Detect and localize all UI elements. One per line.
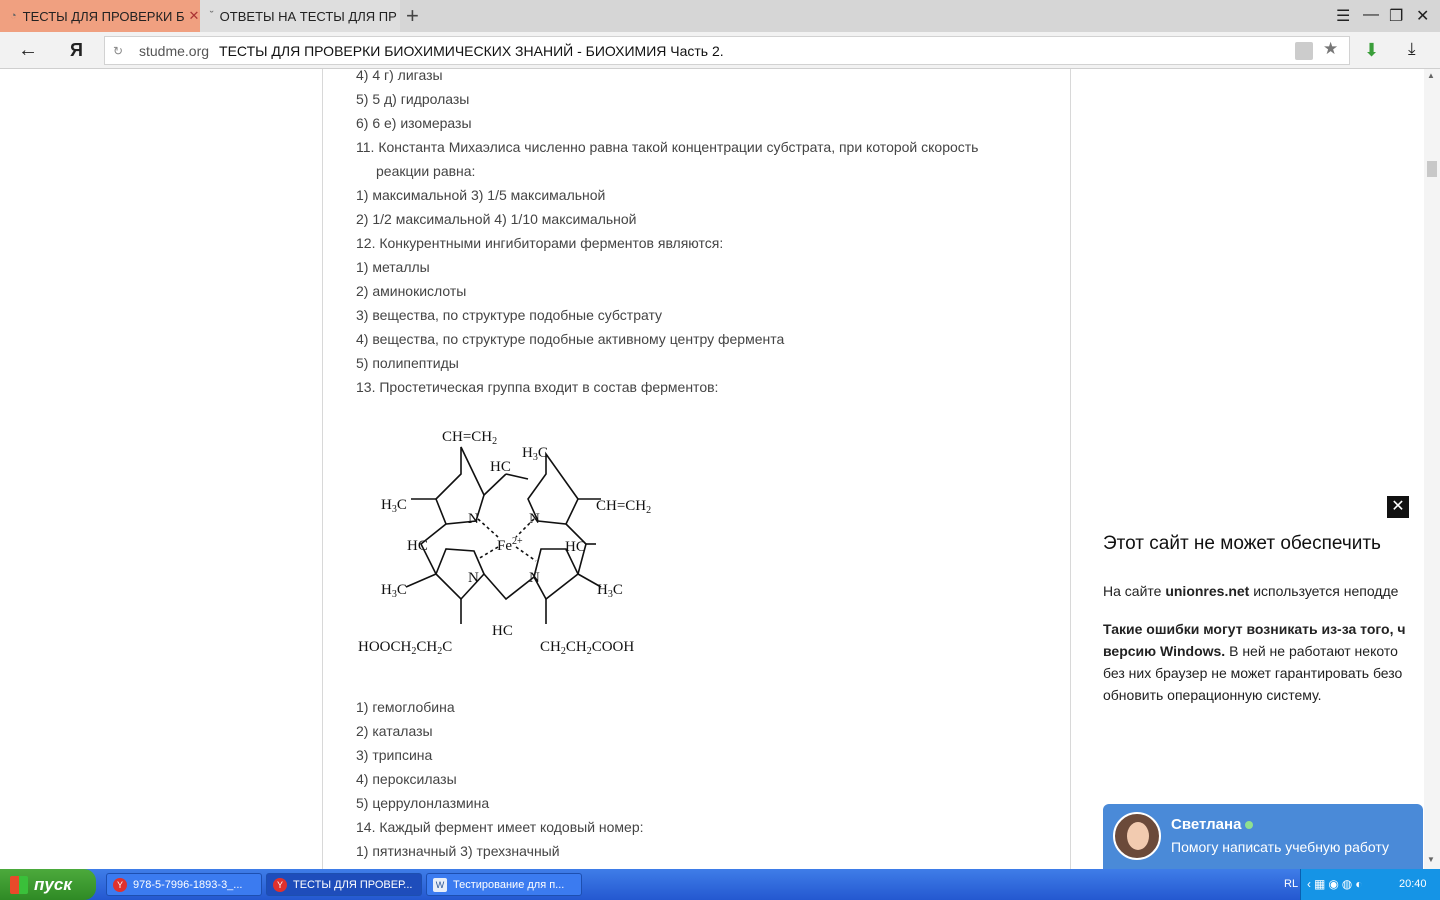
yandex-logo[interactable]: Я <box>70 40 83 60</box>
close-tab-icon[interactable]: ✕ <box>188 8 200 23</box>
heme-label: $CH=CH_2$ <box>596 498 652 516</box>
answer-line: 2) каталазы <box>356 723 433 739</box>
notice-host: unionres.net <box>1165 583 1250 599</box>
heme-label: $HOOCH_2CH_2C$ <box>358 639 453 657</box>
restore-icon[interactable]: ❐ <box>1389 8 1404 25</box>
answer-line: 2) 1/2 максимальной 4) 1/10 максимальной <box>356 211 637 227</box>
page-content <box>0 69 1424 869</box>
yandex-browser-icon: Y <box>113 878 127 892</box>
address-host: studme.org <box>139 42 210 59</box>
answer-line: 5) полипептиды <box>356 355 459 371</box>
answer-line: 3) трипсина <box>356 747 433 763</box>
heme-label: $CH_2CH_2COOH$ <box>540 639 635 657</box>
extension-icon[interactable]: ⬇ <box>1364 40 1380 60</box>
notice-text-line: обновить операционную систему. <box>1103 687 1322 703</box>
answer-line: 1) гемоглобина <box>356 699 455 715</box>
avatar <box>1113 812 1161 860</box>
question-13: 13. Простетическая группа входит в состав ферментов: <box>356 379 719 395</box>
chat-widget[interactable] <box>1103 804 1423 870</box>
new-tab-button[interactable]: + <box>406 3 419 28</box>
back-arrow-icon[interactable]: ← <box>18 39 38 61</box>
taskbar-item-label: Тестирование для п... <box>453 878 565 891</box>
system-tray <box>1300 869 1440 900</box>
taskbar-item[interactable] <box>266 873 422 896</box>
notice-bold: Такие ошибки могут возникать из-за того, ч <box>1103 621 1406 637</box>
chat-subtitle: Помогу написать учебную работу <box>1171 839 1389 855</box>
chat-agent-name-text: Светлана <box>1171 816 1242 833</box>
notice-text-suffix: используется неподде <box>1249 583 1399 599</box>
answer-line: 4) 4 г) лигазы <box>356 67 443 83</box>
heme-label: N <box>529 511 540 527</box>
answer-line: 4) пероксилазы <box>356 771 457 787</box>
tab-label: ОТВЕТЫ НА ТЕСТЫ ДЛЯ ПР <box>219 8 397 24</box>
tab-answers[interactable] <box>200 0 400 32</box>
taskbar-item[interactable] <box>106 873 262 896</box>
connection-error-notice <box>1089 489 1424 703</box>
taskbar-item[interactable] <box>426 873 582 896</box>
reload-icon[interactable]: ↻ <box>113 43 124 58</box>
scroll-up-icon[interactable]: ▲ <box>1427 71 1435 80</box>
answer-line: 1) пятизначный 3) трехзначный <box>356 843 560 859</box>
windows-logo-icon <box>10 876 28 894</box>
start-button[interactable] <box>0 869 96 900</box>
answer-line: 4) вещества, по структуре подобные активному центру фермента <box>356 331 785 347</box>
minimize-icon[interactable]: — <box>1363 6 1379 23</box>
heme-label: N <box>468 570 479 586</box>
notice-text-rest: В ней не работают некото <box>1225 643 1398 659</box>
taskbar-item-label: 978-5-7996-1893-3_... <box>133 878 243 891</box>
close-window-icon[interactable]: ✕ <box>1416 8 1430 25</box>
heme-label: N <box>529 570 540 586</box>
notice-bold: версию Windows. <box>1103 643 1226 659</box>
answer-line: 5) 5 д) гидролазы <box>356 91 470 107</box>
taskbar-item-label: ТЕСТЫ ДЛЯ ПРОВЕР... <box>293 878 413 891</box>
heme-label: HC <box>490 459 511 475</box>
close-notice-button[interactable]: ✕ <box>1387 496 1409 518</box>
tab-tests-biochem[interactable] <box>0 0 200 32</box>
question-11-cont: реакции равна: <box>376 163 476 179</box>
answer-line: 5) церрулонлазмина <box>356 795 490 811</box>
answer-line: 1) металлы <box>356 259 430 275</box>
address-input[interactable] <box>104 36 1350 65</box>
column-divider <box>1070 69 1071 869</box>
heme-structure-image <box>356 419 686 669</box>
online-status-icon <box>1245 821 1253 829</box>
tab-bar <box>0 0 1440 32</box>
heme-label: HC <box>565 539 586 555</box>
scroll-down-icon[interactable]: ▼ <box>1427 855 1435 864</box>
notice-text <box>1103 583 1398 599</box>
heme-label: N <box>468 511 479 527</box>
start-label: пуск <box>34 874 72 894</box>
notice-explanation <box>1103 618 1405 706</box>
protect-icon[interactable] <box>1295 42 1313 60</box>
column-divider <box>322 69 323 869</box>
clock: 20:40 <box>1399 878 1427 890</box>
answer-line: 2) аминокислоты <box>356 283 467 299</box>
tab-label: ТЕСТЫ ДЛЯ ПРОВЕРКИ Б <box>22 8 185 24</box>
tray-icons[interactable]: ‹▦◉◍◐ <box>1307 877 1366 891</box>
notice-text-prefix: На сайте <box>1103 583 1166 599</box>
language-indicator[interactable]: RL <box>1284 878 1299 890</box>
question-14: 14. Каждый фермент имеет кодовый номер: <box>356 819 644 835</box>
page-scrollbar[interactable] <box>1424 69 1440 869</box>
site-favicon-icon: ˘ <box>210 10 214 22</box>
yandex-browser-icon: Y <box>273 878 287 892</box>
chat-agent-name <box>1171 816 1253 833</box>
answer-line: 1) максимальной 3) 1/5 максимальной <box>356 187 606 203</box>
download-icon[interactable]: ⤓ <box>1408 39 1416 58</box>
heme-label: $H_3C$ <box>381 497 407 515</box>
heme-label: $Fe^{2+}$ <box>497 536 523 554</box>
notice-title: Этот сайт не может обеспечить <box>1103 533 1381 554</box>
notice-text-line: без них браузер не может гарантировать безо <box>1103 665 1403 681</box>
menu-icon[interactable]: ☰ <box>1336 8 1351 25</box>
heme-label: HC <box>407 538 428 554</box>
heme-label: $H_3C$ <box>522 445 548 463</box>
word-document-icon: W <box>433 878 447 892</box>
heme-label: $H_3C$ <box>597 582 623 600</box>
question-11: 11. Константа Михаэлиса численно равна такой концентрации субстрата, при которой скорость <box>356 139 979 155</box>
windows-taskbar <box>0 869 1440 900</box>
page-title: ТЕСТЫ ДЛЯ ПРОВЕРКИ БИОХИМИЧЕСКИХ ЗНАНИЙ - БИОХИМИЯ Часть 2. <box>219 42 724 59</box>
address-bar-row <box>0 32 1440 69</box>
question-12: 12. Конкурентными ингибиторами ферментов являются: <box>356 235 724 251</box>
answer-line: 3) вещества, по структуре подобные субстрату <box>356 307 663 323</box>
heme-label: HC <box>492 623 513 639</box>
heme-label: $CH=CH_2$ <box>442 429 498 447</box>
heme-label: $H_3C$ <box>381 582 407 600</box>
site-favicon-icon: ◔ <box>10 10 17 22</box>
scrollbar-thumb[interactable] <box>1427 161 1437 177</box>
answer-line: 6) 6 е) изомеразы <box>356 115 472 131</box>
bookmark-star-icon[interactable]: ★ <box>1323 39 1339 58</box>
